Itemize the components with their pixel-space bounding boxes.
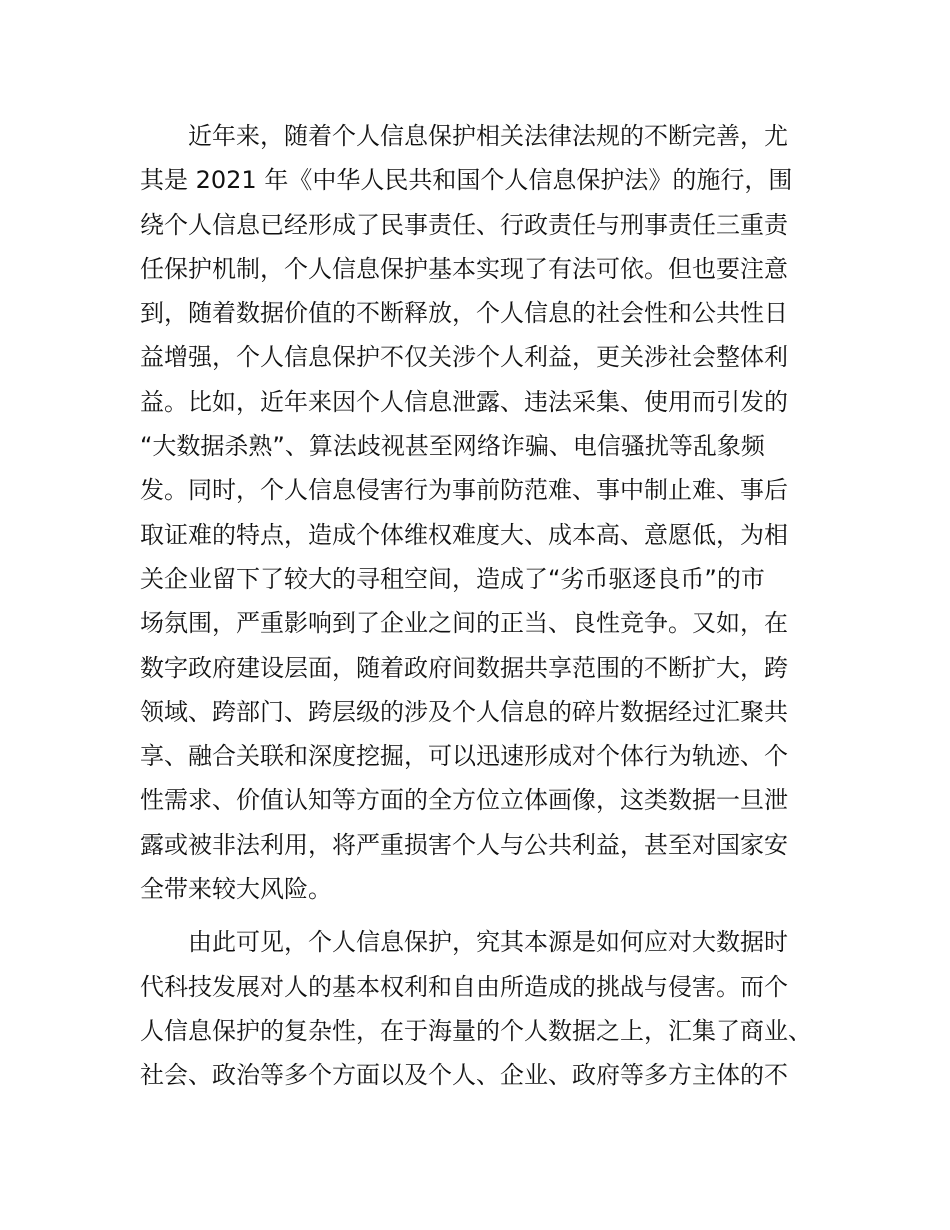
text-line: 取证难的特点，造成个体维权难度大、成本高、意愿低，为相: [140, 520, 788, 549]
text-line: 到，随着数据价值的不断释放，个人信息的社会性和公共性日: [140, 299, 788, 328]
text-line: 益。比如，近年来因个人信息泄露、违法采集、使用而引发的: [140, 387, 788, 416]
text-line: “大数据杀熟”、算法歧视甚至网络诈骗、电信骚扰等乱象频: [140, 432, 765, 461]
text-line: 由此可见，个人信息保护，究其本源是如何应对大数据时: [188, 928, 788, 957]
text-line: 任保护机制，个人信息保护基本实现了有法可依。但也要注意: [140, 254, 788, 283]
text-line: 全带来较大风险。: [140, 875, 332, 904]
paragraph-spacer: [140, 911, 816, 920]
text-line: 领域、跨部门、跨层级的涉及个人信息的碎片数据经过汇聚共: [140, 697, 788, 726]
text-line: 享、融合关联和深度挖掘，可以迅速形成对个体行为轨迹、个: [140, 742, 788, 771]
paragraph: [140, 920, 816, 1097]
text-line: 代科技发展对人的基本权利和自由所造成的挑战与侵害。而个: [140, 972, 788, 1001]
text-line: 人信息保护的复杂性，在于海量的个人数据之上，汇集了商业、: [140, 1016, 812, 1045]
text-line: 发。同时，个人信息侵害行为事前防范难、事中制止难、事后: [140, 476, 788, 505]
text-line: 关企业留下了较大的寻租空间，造成了“劣币驱逐良币”的市: [140, 564, 765, 593]
body-text: [140, 114, 816, 1098]
text-line: 益增强，个人信息保护不仅关涉个人利益，更关涉社会整体利: [140, 343, 788, 372]
text-line: 近年来，随着个人信息保护相关法律法规的不断完善，尤: [188, 122, 788, 150]
text-line: 绕个人信息已经形成了民事责任、行政责任与刑事责任三重责: [140, 210, 788, 239]
text-line: 数字政府建设层面，随着政府间数据共享范围的不断扩大，跨: [140, 653, 788, 682]
text-line: 场氛围，严重影响到了企业之间的正当、良性竞争。又如，在: [140, 609, 788, 638]
text-line: 社会、政治等多个方面以及个人、企业、政府等多方主体的不: [140, 1061, 788, 1090]
paragraph: [140, 114, 816, 911]
text-line: 其是 2021 年《中华人民共和国个人信息保护法》的施行，围: [140, 166, 793, 195]
text-line: 性需求、价值认知等方面的全方位立体画像，这类数据一旦泄: [140, 786, 788, 815]
text-line: 露或被非法利用，将严重损害个人与公共利益，甚至对国家安: [140, 830, 788, 859]
